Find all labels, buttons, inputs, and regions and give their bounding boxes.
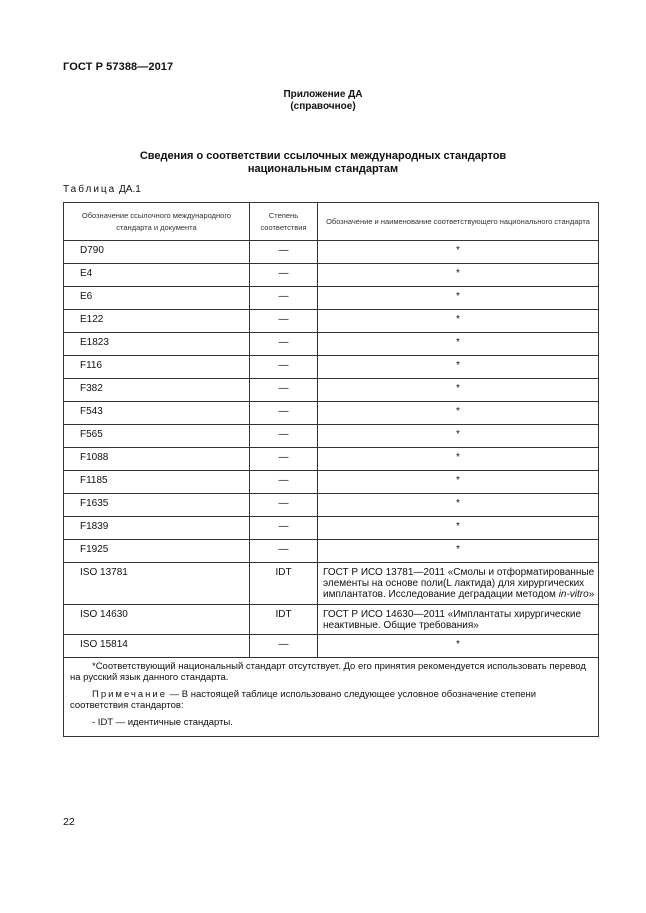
row-national-standard <box>318 563 599 605</box>
section-title-line-1: Сведения о соответствии ссылочных международных стандартов <box>139 150 507 162</box>
row-degree: — <box>250 310 318 333</box>
row-national-standard: * <box>318 402 599 425</box>
idt-definition: - IDT — идентичные стандарты. <box>92 717 233 728</box>
table-row-iso-13781 <box>64 563 599 605</box>
row-code: F1635 <box>64 494 250 517</box>
table-header-row <box>64 203 599 241</box>
table-label-word: Таблица <box>63 184 117 195</box>
table-row <box>64 517 599 540</box>
row-degree: — <box>250 540 318 563</box>
row-degree: — <box>250 635 318 658</box>
row-degree: — <box>250 333 318 356</box>
row-national-standard: * <box>318 494 599 517</box>
table-row <box>64 425 599 448</box>
row-degree: — <box>250 264 318 287</box>
row-national-standard: * <box>318 448 599 471</box>
row-code: F382 <box>64 379 250 402</box>
row-national-standard-end: » <box>588 589 595 600</box>
row-code: F1088 <box>64 448 250 471</box>
note-paragraph <box>70 689 592 711</box>
table-row <box>64 333 599 356</box>
row-national-standard: * <box>318 264 599 287</box>
row-code: ISO 15814 <box>64 635 250 658</box>
row-code: ISO 14630 <box>64 605 250 635</box>
row-national-standard: * <box>318 333 599 356</box>
appendix-title: Приложение ДА <box>283 89 363 100</box>
header-reference-standard: Обозначение ссылочного международного стандарта и документа <box>64 203 250 241</box>
row-degree: IDT <box>250 605 318 635</box>
row-code: E4 <box>64 264 250 287</box>
row-national-standard: * <box>318 379 599 402</box>
appendix-heading <box>0 89 646 113</box>
document-header: ГОСТ Р 57388—2017 <box>63 61 174 73</box>
footnote-text: *Соответствующий национальный стандарт отсутствует. До его принятия рекомендуется использовать перевод на русский язык данного стандарта. <box>70 661 586 683</box>
table-row <box>64 540 599 563</box>
table-row <box>64 241 599 264</box>
header-degree: Степень соответствия <box>250 203 318 241</box>
row-code: E1823 <box>64 333 250 356</box>
row-code: ISO 13781 <box>64 563 250 605</box>
note-text: — В настоящей таблице использовано следующее условное обозначение степени соответствия стандартов: <box>70 689 537 711</box>
row-national-standard: * <box>318 471 599 494</box>
table-row-iso-14630 <box>64 605 599 635</box>
row-degree: — <box>250 448 318 471</box>
table-row <box>64 287 599 310</box>
row-code: F1185 <box>64 471 250 494</box>
table-label-number: ДА.1 <box>119 184 141 195</box>
row-degree: — <box>250 287 318 310</box>
table-row <box>64 402 599 425</box>
table-row <box>64 448 599 471</box>
row-national-standard: * <box>318 241 599 264</box>
row-degree: — <box>250 425 318 448</box>
table-row <box>64 379 599 402</box>
row-degree: IDT <box>250 563 318 605</box>
table-row <box>64 471 599 494</box>
row-national-standard: * <box>318 425 599 448</box>
row-national-standard-italic: in-vitro <box>558 589 589 600</box>
row-national-standard: * <box>318 635 599 658</box>
row-national-standard: * <box>318 310 599 333</box>
row-code: F116 <box>64 356 250 379</box>
row-degree: — <box>250 379 318 402</box>
row-code: F1839 <box>64 517 250 540</box>
row-degree: — <box>250 517 318 540</box>
section-heading <box>0 150 646 176</box>
row-code: F565 <box>64 425 250 448</box>
table-row-iso-15814 <box>64 635 599 658</box>
note-label: Примечание <box>92 689 167 700</box>
table-notes <box>64 658 599 737</box>
appendix-subtitle: (справочное) <box>290 101 356 112</box>
row-degree: — <box>250 241 318 264</box>
row-code: E6 <box>64 287 250 310</box>
row-code: F1925 <box>64 540 250 563</box>
header-national-standard: Обозначение и наименование соответствующего национального стандарта <box>318 203 599 241</box>
row-national-standard: ГОСТ Р ИСО 14630—2011 «Имплантаты хирургические неактивные. Общие требования» <box>318 605 599 635</box>
row-code: F543 <box>64 402 250 425</box>
section-title-line-2: национальным стандартам <box>247 163 399 175</box>
row-national-standard-text: ГОСТ Р ИСО 13781—2011 «Смолы и отформатированные элементы на основе поли(L лактида) для хирургических имплантатов. Исследование деградации методом <box>323 567 595 600</box>
row-code: E122 <box>64 310 250 333</box>
row-national-standard: * <box>318 540 599 563</box>
row-national-standard: * <box>318 517 599 540</box>
row-degree: — <box>250 471 318 494</box>
table-row <box>64 264 599 287</box>
page-number: 22 <box>63 816 75 828</box>
row-national-standard: * <box>318 356 599 379</box>
row-national-standard: * <box>318 287 599 310</box>
row-degree: — <box>250 402 318 425</box>
table-row <box>64 356 599 379</box>
row-degree: — <box>250 356 318 379</box>
row-code: D790 <box>64 241 250 264</box>
table-body <box>64 241 599 737</box>
table-row <box>64 494 599 517</box>
row-degree: — <box>250 494 318 517</box>
table-label <box>63 184 141 195</box>
table-notes-row <box>64 658 599 737</box>
correspondence-table <box>63 202 599 737</box>
table-row <box>64 310 599 333</box>
